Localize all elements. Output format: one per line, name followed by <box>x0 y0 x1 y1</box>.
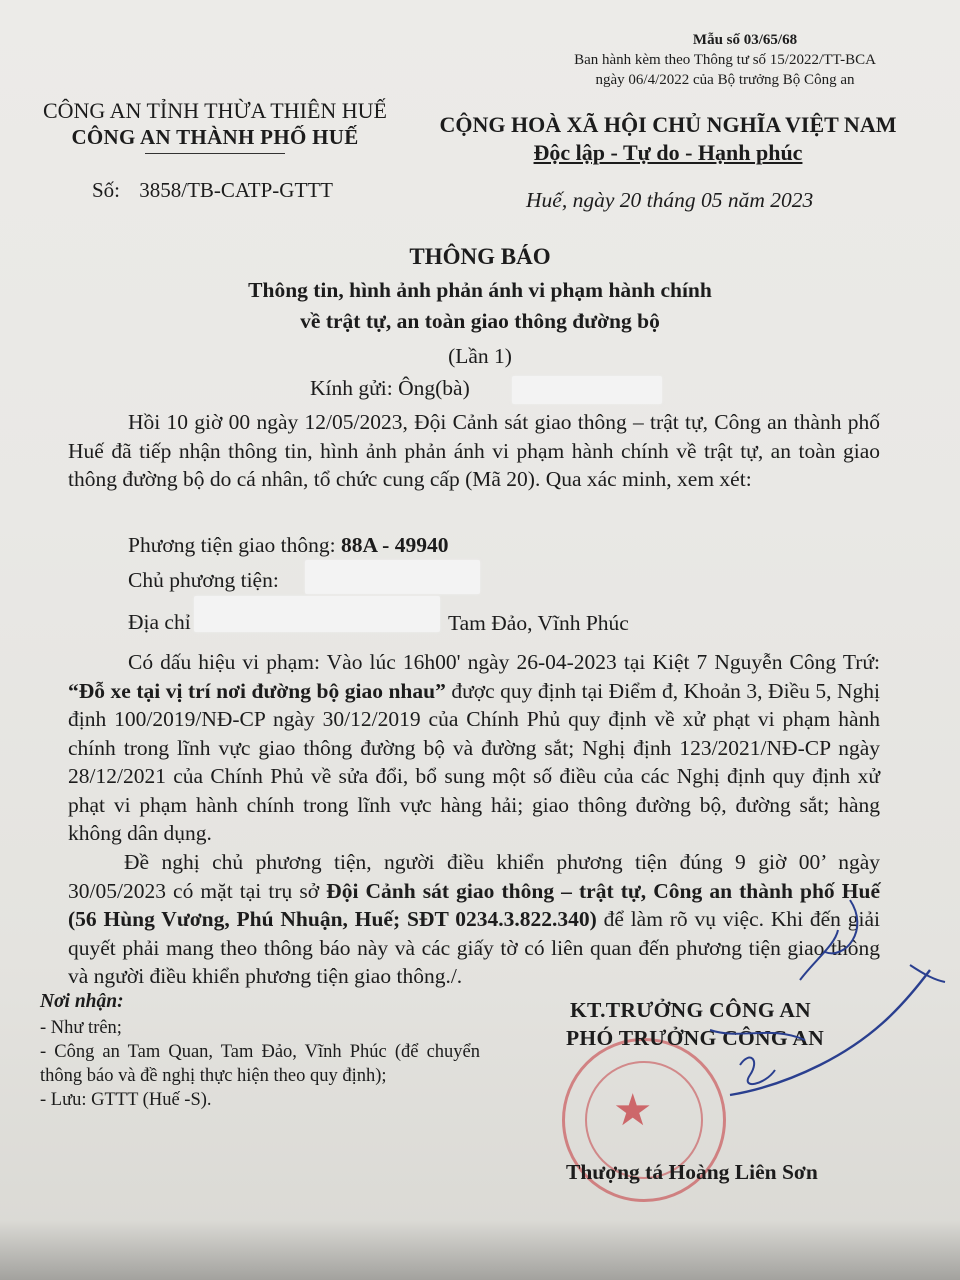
star-icon: ★ <box>613 1086 653 1135</box>
issue-date: Huế, ngày 20 tháng 05 năm 2023 <box>526 188 814 212</box>
request-instructions: để làm rõ vụ việc. Khi đến giải quyết phải mang theo thông báo này và các giấy tờ có liên quan đến phương tiện giao thông và người điều khiển phương tiện giao thông./. <box>68 907 880 988</box>
form-reference <box>560 30 890 90</box>
notice-subtitle-2: về trật tự, an toàn giao thông đường bộ <box>300 309 660 333</box>
notice-round: (Lần 1) <box>448 344 512 368</box>
form-issue-line1: Ban hành kèm theo Thông tư số 15/2022/TT-BCA <box>574 52 876 68</box>
document-number <box>92 178 333 203</box>
page-shadow <box>0 1220 960 1280</box>
intro-text: Hồi 10 giờ 00 ngày 12/05/2023, Đội Cảnh sát giao thông – trật tự, Công an thành phố Huế đã tiếp nhận thông tin, hình ảnh phản ánh vi phạm hành chính về trật tự, an toàn giao thông đường bộ do cá nhân, tổ chức cung cấp (Mã 20). Qua xác minh, xem xét: <box>68 410 880 491</box>
form-issue-line2: ngày 06/4/2022 của Bộ trưởng Bộ Công an <box>595 72 855 88</box>
agency-name: CÔNG AN THÀNH PHỐ HUẾ <box>71 125 359 149</box>
recipient-item: - Lưu: GTTT (Huế -S). <box>40 1090 212 1110</box>
notice-subtitle-1: Thông tin, hình ảnh phản ánh vi phạm hành chính <box>248 278 712 302</box>
violation-text <box>68 648 880 848</box>
document-number-label: Số: <box>92 178 121 202</box>
request-prefix: Đề nghị chủ phương tiện, người điều khiển phương tiện đúng 9 giờ 00’ ngày 30/05/2023 có mặt tại trụ sở <box>68 850 880 903</box>
recipients-block <box>40 990 480 1112</box>
violation-paragraph <box>68 648 880 848</box>
violation-legal-basis: được quy định tại Điểm đ, Khoản 3, Điều 5, Nghị định 100/2019/NĐ-CP ngày 30/12/2019 của Chính Phủ quy định về xử phạt vi phạm hành chính trong lĩnh vực giao thông đường bộ và đường sắt; Nghị định 123/2021/NĐ-CP ngày 28/12/2021 của Chính Phủ về sửa đổi, bổ sung một số điều của các Nghị định quy định xử phạt vi phạm hành chính trong lĩnh vực hàng hải; giao thông đường bộ, đường sắt; hàng không dân dụng. <box>68 678 880 845</box>
document-number-value: 3858/TB-CATP-GTTT <box>139 178 333 202</box>
signature-title-1: KT.TRƯỞNG CÔNG AN <box>570 998 812 1022</box>
motto-text: Độc lập - Tự do - Hạnh phúc <box>533 140 803 165</box>
signature-title-2: PHÓ TRƯỞNG CÔNG AN <box>566 1026 825 1050</box>
signer-name: Thượng tá Hoàng Liên Sơn <box>566 1160 818 1184</box>
owner-label: Chủ phương tiện: <box>128 568 279 592</box>
vehicle-line <box>128 531 448 560</box>
vehicle-label: Phương tiện giao thông: <box>128 533 336 557</box>
notice-title: THÔNG BÁO <box>409 244 551 269</box>
agency-parent: CÔNG AN TỈNH THỪA THIÊN HUẾ <box>42 98 387 123</box>
address-label: Địa chỉ <box>128 610 191 634</box>
form-number: Mẫu số 03/65/68 <box>692 32 798 48</box>
recipients-label: Nơi nhận: <box>40 991 124 1012</box>
national-header <box>418 112 918 166</box>
agency-underline <box>145 153 285 154</box>
redacted-address <box>194 596 440 632</box>
address-tail: Tam Đảo, Vĩnh Phúc <box>448 611 629 635</box>
redacted-addressee <box>512 376 662 404</box>
request-location: Đội Cảnh sát giao thông – trật tự, Công an thành phố Huế (56 Hùng Vương, Phú Nhuận, Huế; SĐT 0234.3.822.340) <box>68 878 880 931</box>
handwritten-signature <box>600 890 960 1120</box>
agency-header <box>30 98 400 154</box>
recipient-item: - Như trên; <box>40 1018 122 1038</box>
vehicle-plate: 88A - 49940 <box>340 533 449 557</box>
recipient-item: - Công an Tam Quan, Tam Đảo, Vĩnh Phúc (để chuyển thông báo và đề nghị thực hiện theo quy định); <box>40 1042 480 1086</box>
redacted-owner-name <box>305 560 480 594</box>
motto <box>418 140 918 166</box>
intro-paragraph <box>68 408 880 494</box>
addressee <box>310 374 470 403</box>
owner-line <box>128 566 279 595</box>
country-name: CỘNG HOÀ XÃ HỘI CHỦ NGHĨA VIỆT NAM <box>439 112 897 137</box>
address-line <box>128 608 191 637</box>
violation-prefix: Có dấu hiệu vi phạm: Vào lúc 16h00' ngày 26-04-2023 tại Kiệt 7 Nguyễn Công Trứ: <box>128 650 880 674</box>
addressee-label: Kính gửi: Ông(bà) <box>310 376 470 400</box>
violation-description: “Đỗ xe tại vị trí nơi đường bộ giao nhau” <box>68 678 446 703</box>
